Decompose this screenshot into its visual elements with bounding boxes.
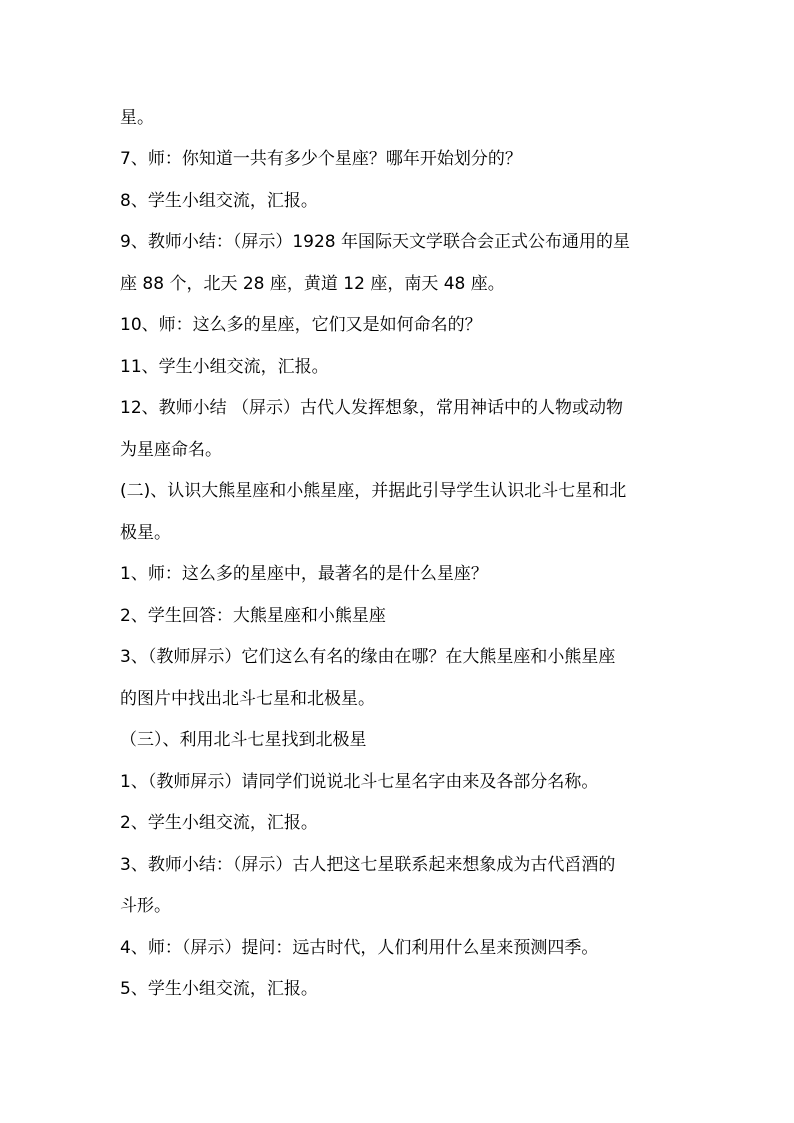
text-line: 星。 [120, 108, 154, 128]
text-line: 2、学生小组交流，汇报。 [120, 813, 318, 833]
text-line: 4、师：（屏示）提问：远古时代，人们利用什么星来预测四季。 [120, 938, 599, 958]
text-line: 极星。 [120, 523, 171, 543]
text-line: 7、师：你知道一共有多少个星座？哪年开始划分的？ [120, 149, 522, 169]
text-line: 座 88 个，北天 28 座，黄道 12 座，南天 48 座。 [120, 274, 505, 294]
text-line: 11、学生小组交流，汇报。 [120, 357, 329, 377]
text-line: 8、学生小组交流，汇报。 [120, 191, 318, 211]
text-line: 10、师：这么多的星座，它们又是如何命名的？ [120, 315, 482, 335]
text-line: 3、教师小结：（屏示）古人把这七星联系起来想象成为古代舀酒的 [120, 855, 616, 875]
text-line: 12、教师小结 （屏示）古代人发挥想象，常用神话中的人物或动物 [120, 398, 624, 418]
text-line: (二)、认识大熊星座和小熊星座，并据此引导学生认识北斗七星和北 [120, 481, 627, 501]
text-line: 2、学生回答：大熊星座和小熊星座 [120, 606, 386, 626]
text-line: 斗形。 [120, 896, 171, 916]
text-line: 的图片中找出北斗七星和北极星。 [120, 689, 375, 709]
text-line: 9、教师小结：（屏示）1928 年国际天文学联合会正式公布通用的星 [120, 232, 630, 252]
text-line: 5、学生小组交流，汇报。 [120, 979, 318, 999]
section-heading: （三）、利用北斗七星找到北极星 [120, 730, 367, 750]
text-line: 为星座命名。 [120, 440, 222, 460]
text-line: 1、师：这么多的星座中，最著名的是什么星座？ [120, 564, 488, 584]
text-line: 3、（教师屏示）它们这么有名的缘由在哪？在大熊星座和小熊星座 [120, 647, 616, 667]
text-line: 1、（教师屏示）请同学们说说北斗七星名字由来及各部分名称。 [120, 772, 599, 792]
